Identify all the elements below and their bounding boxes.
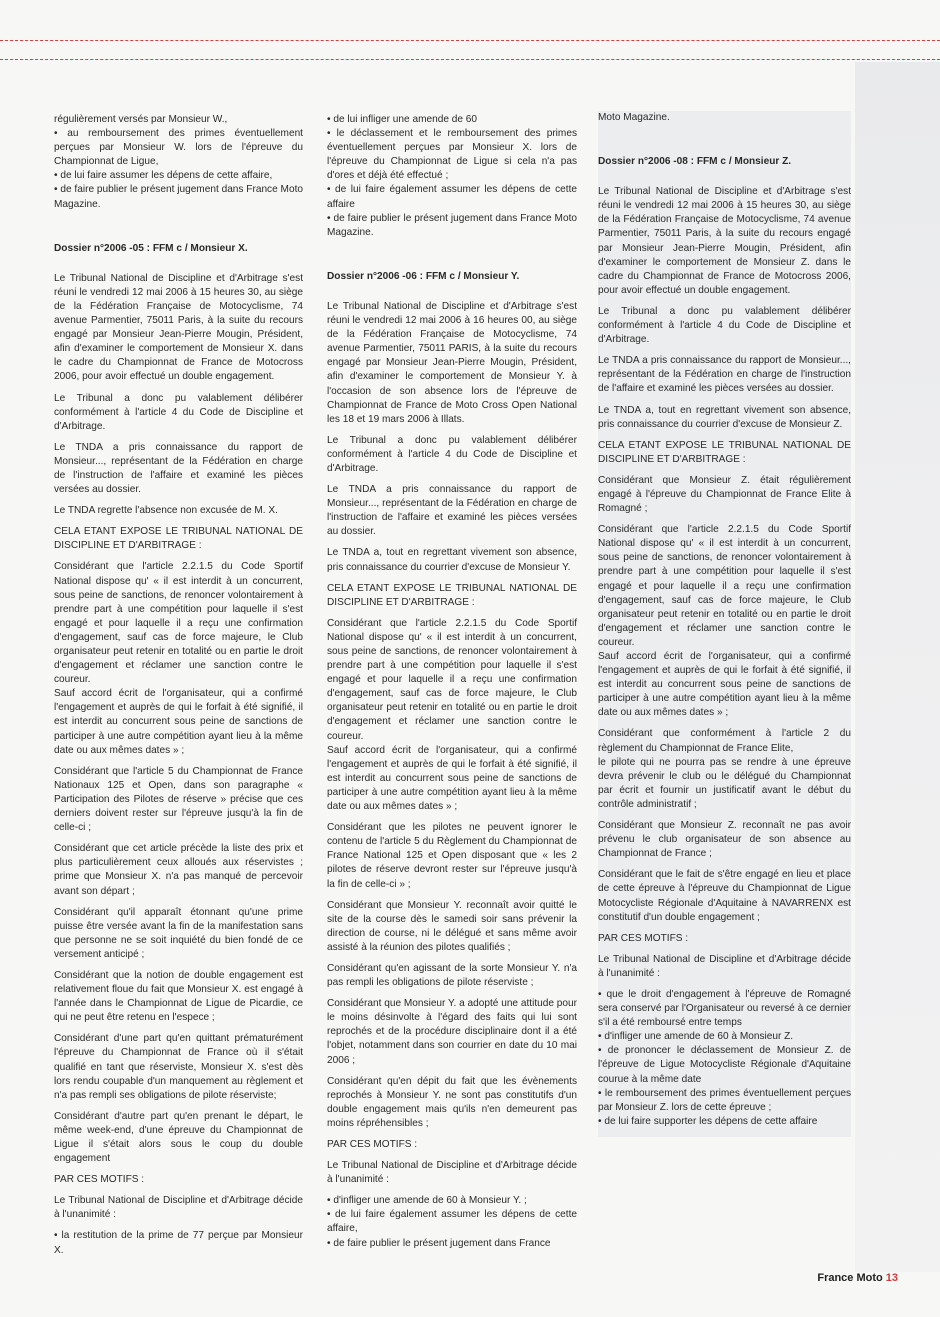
paragraph: Considérant d'autre part qu'en prenant le départ, le même week-end, d'une épreuve du Championnat de Ligue il s'était alors sous le coup du double engagement [54, 1110, 303, 1165]
article-column-2 [327, 113, 577, 1251]
bullet-item: • de prononcer le déclassement de Monsieur Z. de l'épreuve de Ligue Motocycliste Régionale d'Aquitaine courue à la même date [598, 1045, 851, 1085]
paragraph: Sauf accord écrit de l'organisateur, qui a confirmé l'engagement et auprès de qui le forfait à été signifié, il est interdit au concurrent sous peine de sanctions de participer à une autre compétition ayant lieu à la même date ou aux mêmes dates » ; [327, 744, 577, 813]
paragraph: Considérant que l'article 2.2.1.5 du Code Sportif National dispose qu' « il est interdit à un concurrent, sous peine de sanctions, de renoncer volontairement à prendre part à une compétition pour laquelle il s'est engagé et pour laquelle il a reçu une confirmation d'engagement, sauf cas de force majeure, le Club organisateur peut retenir en totalité ou en partie le droit d'engagement et réclamer une sanction contre le coureur. [327, 617, 577, 742]
paragraph: Le Tribunal National de Discipline et d'Arbitrage s'est réuni le vendredi 12 mai 2006 à 15 heures 30, au siège de la Fédération Française de Motocyclisme, 74 avenue Parmentier, 75011 Paris, à la suite du recours engagé par Monsieur Jean-Pierre Mougin, Président, afin d'examiner le comportement de Monsieur X. dans le cadre du Championnat de France de Motocross 2006, pour avoir effectué un double engagement. [54, 272, 303, 383]
paragraph: Considérant que l'article 2.2.1.5 du Code Sportif National dispose qu' « il est interdit à un concurrent, sous peine de sanctions, de renoncer volontairement à prendre part à une compétition pour laquelle il s'est engagé et pour laquelle il a reçu une confirmation d'engagement, sauf cas de force majeure, le Club organisateur peut retenir en totalité ou en partie le droit d'engagement et réclamer une sanction contre le coureur. [54, 561, 303, 686]
paragraph: Le Tribunal National de Discipline et d'Arbitrage décide à l'unanimité : [54, 1195, 303, 1221]
paragraph: Le Tribunal National de Discipline et d'Arbitrage décide à l'unanimité : [598, 953, 851, 979]
bullet-item: • de faire publier le présent jugement dans France Moto Magazine. [54, 184, 303, 210]
bullet-item: • au remboursement des primes éventuellement perçues par Monsieur W. lors de l'épreuve du Championnat de Ligue, [54, 128, 303, 168]
bullet-item: • que le droit d'engagement à l'épreuve de Romagné sera conservé par l'Organisateur ou reversé à ce dernier s'il a été remboursé entre temps [598, 988, 851, 1029]
paragraph: le pilote qui ne pourra pas se rendre à une épreuve devra prévenir le club ou le délégué du Championnat par écrit et fournir un justificatif avant le début du contrôle administratif ; [598, 756, 851, 810]
paragraph: Le TNDA a, tout en regrettant vivement son absence, pris connaissance du courrier d'excuse de Monsieur Z. [598, 404, 851, 430]
bullet-item: • de lui faire assumer les dépens de cette affaire, [54, 170, 273, 182]
case-heading: Dossier n°2006 -06 : FFM c / Monsieur Y. [327, 270, 520, 282]
page-number: 13 [885, 1272, 898, 1284]
paragraph: Le Tribunal a donc pu valablement délibérer conformément à l'article 4 du Code de Discipline et d'Arbitrage. [598, 305, 851, 346]
article-column-3 [598, 111, 851, 1137]
paragraph: Considérant que Monsieur Z. était régulièrement engagé à l'épreuve du Championnat de France Elite à Romagné ; [598, 474, 851, 515]
paragraph: Sauf accord écrit de l'organisateur, qui a confirmé l'engagement et auprès de qui le forfait à été signifié, il est interdit au concurrent sous peine de sanctions de participer à une autre compétition ayant lieu à la même date ou aux mêmes dates » ; [598, 651, 851, 719]
paragraph: Le TNDA a pris connaissance du rapport de Monsieur..., représentant de la Fédération en charge de l'instruction de l'affaire et examiné les pièces versées au dossier. [327, 484, 577, 538]
bullet-item: • de lui faire également assumer les dépens de cette affaire, [327, 1209, 577, 1235]
paragraph: Moto Magazine. [598, 112, 670, 123]
paragraph: Le Tribunal National de Discipline et d'Arbitrage décide à l'unanimité : [327, 1160, 577, 1186]
bullet-item: • de lui faire supporter les dépens de cette affaire [598, 1115, 818, 1127]
paragraph: Le TNDA regrette l'absence non excusée de M. X. [54, 505, 278, 517]
paragraph: Sauf accord écrit de l'organisateur, qui a confirmé l'engagement et auprès de qui le forfait à été signifié, il est interdit au concurrent sous peine de sanctions de participer à une autre compétition ayant lieu à la même date ou aux mêmes dates » ; [54, 688, 303, 756]
bullet-item: • le déclassement et le remboursement des primes éventuellement perçues par Monsieur X. lors de l'épreuve du Championnat de Ligue si cela n'a pas d'ores et déjà été effectué ; [327, 128, 577, 182]
paragraph: Considérant qu'en dépit du fait que les évènements reprochés à Monsieur Y. ne sont pas constitutifs d'un double engagement mais qu'ils n'en demeurent pas moins répréhensibles ; [327, 1075, 577, 1129]
paragraph: Considérant qu'il apparaît étonnant qu'une prime puisse être versée avant la fin de la manifestation sans que personne ne se soit inquiété du bien fondé de ce versement anticipé ; [54, 906, 303, 960]
paragraph: Le TNDA a pris connaissance du rapport de Monsieur..., représentant de la Fédération en charge de l'instruction de l'affaire et examiné les pièces versées au dossier. [598, 355, 851, 395]
bullet-item: • de lui faire également assumer les dépens de cette affaire [327, 184, 577, 210]
paragraph: Le Tribunal a donc pu valablement délibérer conformément à l'article 4 du Code de Discipline et d'Arbitrage. [327, 434, 577, 474]
article-column-1 [54, 113, 303, 1265]
paragraph: Le TNDA a, tout en regrettant vivement son absence, pris connaissance du courrier d'excuse de Monsieur Y. [327, 547, 577, 573]
paragraph: Considérant que cet article précède la liste des prix et plus particulièrement ceux alloués aux réservistes ; prime que Monsieur X. n'a pas manqué de percevoir avant son départ ; [54, 843, 303, 897]
bullet-item: • de faire publier le présent jugement dans France Moto Magazine. [327, 212, 577, 238]
paragraph: Considérant que le fait de s'être engagé en lieu et place de cette épreuve à l'épreuve du Championnat de Ligue Motocycliste Régionale d'Aquitaine à NAVARRENX est constitutif d'un double engagement ; [598, 869, 851, 923]
sidebar-image [855, 62, 940, 1272]
paragraph: Le Tribunal National de Discipline et d'Arbitrage s'est réuni le vendredi 12 mai 2006 à 16 heures 00, au siège de la Fédération Française de Motocyclisme, 74 avenue Parmentier, 75011 PARIS, à la suite du recours engagé par Monsieur Jean-Pierre Mougin, Président, afin d'examiner le comportement de Monsieur Y. à l'occasion de son absence lors de l'épreuve de Championnat de France de Moto Cross Open National les 18 et 19 mars 2006 à Illats. [327, 300, 577, 425]
paragraph: Considérant que la notion de double engagement est relativement floue du fait que Monsieur X. est engagé à l'année dans le Championnat de Ligue de Picardie, ce qui ne peut être retenu en l'espece ; [54, 969, 303, 1024]
paragraph: Considérant que l'article 2.2.1.5 du Code Sportif National dispose qu' « il est interdit à un concurrent, sous peine de sanctions, de renoncer volontairement à prendre part à une compétition pour laquelle il s'est engagé et pour laquelle il a reçu une confirmation d'engagement, sauf cas de force majeure, le Club organisateur peut retenir en totalité ou en partie le droit d'engagement et réclamer une sanction contre le coureur. [598, 524, 851, 648]
paragraph: Considérant que l'article 5 du Championnat de France Nationaux 125 et Open, dans son paragraphe « Participation des Pilotes de réserve » précise que ces derniers doivent rester sur l'épreuve jusqu'à la fin de celle-ci ; [54, 765, 303, 834]
paragraph: CELA ETANT EXPOSE LE TRIBUNAL NATIONAL DE DISCIPLINE ET D'ARBITRAGE : [327, 582, 577, 608]
bullet-item: • le remboursement des primes éventuellement perçues par Monsieur Z. lors de cette épreuve ; [598, 1087, 851, 1113]
paragraph: Considérant que Monsieur Z. reconnaît ne pas avoir prévenu le club organisateur de son absence au Championnat de France ; [598, 820, 851, 860]
paragraph: Considérant que les pilotes ne peuvent ignorer le contenu de l'article 5 du Règlement du Championnat de France National 125 et Open disposant que « les 2 pilotes de réserve devront rester sur l'épreuve jusqu'à la fin de celle-ci » ; [327, 822, 577, 890]
paragraph: Considérant que Monsieur Y. a adopté une attitude pour le moins désinvolte à l'égard des faits qui lui sont reprochés et de la procédure disciplinaire dont il a été l'objet, notamment dans son courrier en date du 10 mai 2006 ; [327, 998, 577, 1066]
paragraph: Considérant que Monsieur Y. reconnaît avoir quitté le site de la course dès le samedi soir sans prévenir la direction de course, ni le délégué et sans même avoir assisté à la réunion des pilotes qualifiés ; [327, 899, 577, 953]
paragraph: régulièrement versés par Monsieur W., [54, 114, 228, 125]
paragraph: CELA ETANT EXPOSE LE TRIBUNAL NATIONAL DE DISCIPLINE ET D'ARBITRAGE : [598, 439, 851, 465]
bullet-item: • de lui infliger une amende de 60 [327, 114, 477, 125]
top-dashed-rule-2 [0, 59, 940, 60]
paragraph: Considérant que conformément à l'article 2 du règlement du Championnat de France Elite, [598, 728, 851, 754]
bullet-item: • la restitution de la prime de 77 perçue par Monsieur X. [54, 1230, 303, 1256]
case-heading: Dossier n°2006 -05 : FFM c / Monsieur X. [54, 242, 248, 254]
bullet-item: • d'infliger une amende de 60 à Monsieur Z. [598, 1031, 794, 1043]
case-heading: Dossier n°2006 -08 : FFM c / Monsieur Z. [598, 156, 792, 168]
top-dashed-rule [0, 40, 940, 41]
paragraph: Le TNDA a pris connaissance du rapport de Monsieur..., représentant de la Fédération en charge de l'instruction de l'affaire et examiné les pièces versées au dossier. [54, 441, 303, 496]
paragraph: Le Tribunal a donc pu valablement délibérer conformément à l'article 4 du Code de Discipline et d'Arbitrage. [54, 392, 303, 432]
paragraph: PAR CES MOTIFS : [327, 1139, 418, 1150]
paragraph: Considérant d'une part qu'en quittant prématurément l'épreuve du Championnat de France où il s'était qualifié en tant que réserviste, Monsieur X. s'est dès lors rendu coupable d'un manquement au règlement et n'a pas rempli ses obligations de pilote réserviste; [54, 1033, 303, 1101]
bullet-item: • d'infliger une amende de 60 à Monsieur Y. ; [327, 1195, 527, 1207]
magazine-name: France Moto [817, 1272, 883, 1284]
bullet-item: • de faire publier le présent jugement dans France [327, 1237, 551, 1249]
paragraph: PAR CES MOTIFS : [598, 932, 689, 944]
paragraph: PAR CES MOTIFS : [54, 1174, 145, 1186]
paragraph: Le Tribunal National de Discipline et d'Arbitrage s'est réuni le vendredi 12 mai 2006 à 15 heures 30, au siège de la Fédération Française de Motocyclisme, 74 avenue Parmentier, 75011 Paris, à la suite du recours engagé par Monsieur Jean-Pierre Mougin, Président, afin d'examiner le comportement de Monsieur Z. dans le cadre du Championnat de France de Motocross 2006, pour avoir effectué un double engagement. [598, 186, 851, 296]
paragraph: Considérant qu'en agissant de la sorte Monsieur Y. n'a pas rempli les obligations de pilote réserviste ; [327, 962, 577, 989]
page-footer [817, 1272, 898, 1284]
paragraph: CELA ETANT EXPOSE LE TRIBUNAL NATIONAL DE DISCIPLINE ET D'ARBITRAGE : [54, 526, 303, 552]
